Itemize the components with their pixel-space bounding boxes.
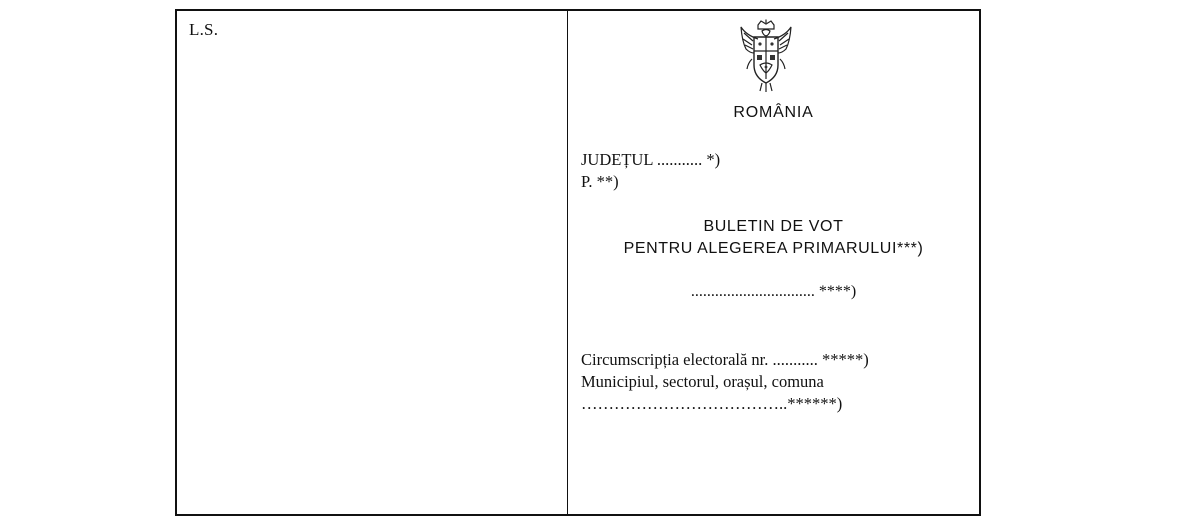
ballot-title-line-2: PENTRU ALEGEREA PRIMARULUI***) <box>623 240 924 257</box>
p-line: P. **) <box>581 172 619 191</box>
romania-coat-of-arms-icon <box>738 19 794 93</box>
county-line: JUDEȚUL ........... *) <box>581 150 721 169</box>
municipality-line: Municipiul, sectorul, orașul, comuna <box>581 372 824 391</box>
seal-label: L.S. <box>189 20 219 39</box>
ballot-title-line-1: BULETIN DE VOT <box>703 218 844 235</box>
ballot-paper <box>175 9 981 516</box>
candidate-placeholder: ............................... ****) <box>690 283 857 300</box>
right-panel <box>568 11 979 514</box>
left-panel <box>177 11 568 514</box>
country-name: ROMÂNIA <box>733 104 814 121</box>
circumscription-line: Circumscripția electorală nr. ........... *****) <box>581 350 869 369</box>
municipality-placeholder: ………………………………..******) <box>581 394 843 413</box>
